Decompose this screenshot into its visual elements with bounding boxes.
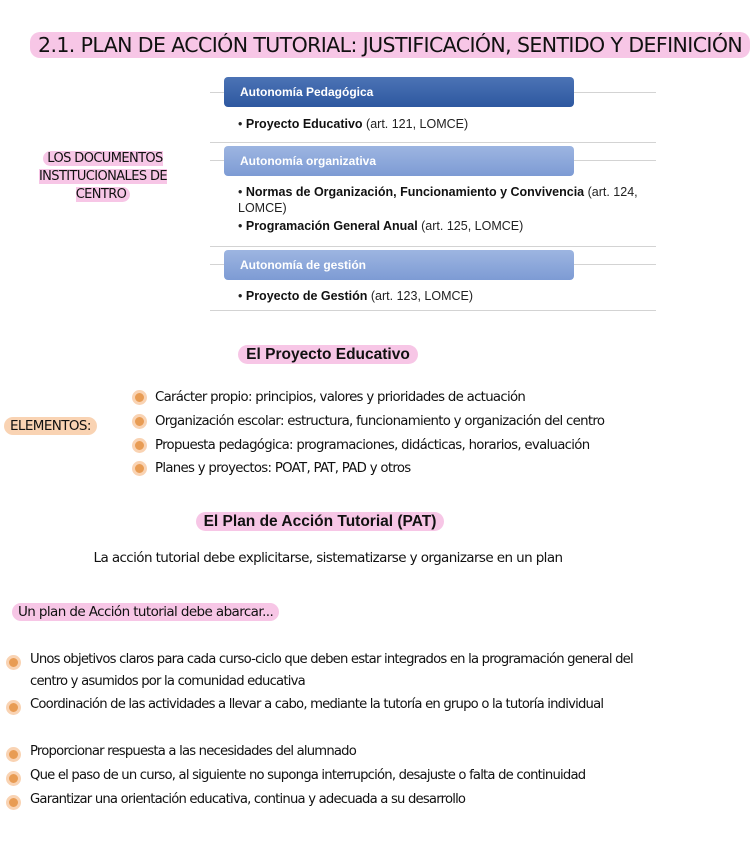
bullet-dot [132,414,147,429]
document-name: Proyecto de Gestión [245,289,368,303]
document-article: (art. 123, LOMCE) [367,289,474,303]
document-article: (art. 124, LOMCE) [238,185,638,215]
page-title-text: 2.1. PLAN DE ACCIÓN TUTORIAL: JUSTIFICACIÓN, SENTIDO Y DEFINICIÓN [30,32,750,58]
document-item [238,184,648,216]
proyecto-title [0,344,656,366]
document-item [238,288,648,304]
pat-list-text: Garantizar una orientación educativa, continua y adecuada a su desarrollo [30,792,466,807]
bullet-dot [6,747,21,762]
divider-line [210,142,656,143]
pat-list-item [6,789,652,811]
autonomy-gestion-heading: Autonomía de gestión [224,250,574,280]
bullet-dot [132,461,147,476]
bullet-glyph: • [238,289,246,303]
document-name: Programación General Anual [245,219,418,233]
abarcar-heading [12,601,279,623]
element-text: Carácter propio: principios, valores y prioridades de actuación [155,390,526,405]
bullet-dot [6,771,21,786]
bullet-dot [132,438,147,453]
proyecto-title-text: El Proyecto Educativo [238,345,418,364]
element-item [132,436,589,456]
pat-list-text: Unos objetivos claros para cada curso-ciclo que deben estar integrados en la programación general del centro y asumidos por la comunidad educativa [30,652,633,689]
pat-title-text: El Plan de Acción Tutorial (PAT) [196,512,445,531]
bullet-glyph: • [238,185,246,199]
element-text: Propuesta pedagógica: programaciones, didácticas, horarios, evaluación [155,438,590,453]
divider-line [210,310,656,311]
element-text: Organización escolar: estructura, funcionamiento y organización del centro [155,414,605,429]
element-item [132,459,411,479]
elements-label-text: ELEMENTOS: [4,417,97,435]
bullet-dot [132,390,147,405]
divider-line [210,246,656,247]
element-text: Planes y proyectos: POAT, PAT, PAD y otros [155,461,411,476]
documents-label-text: LOS DOCUMENTOS INSTITUCIONALES DE CENTRO [38,151,168,202]
document-item [238,116,648,132]
pat-list-item [6,649,652,693]
pat-list-text: Que el paso de un curso, al siguiente no suponga interrupción, desajuste o falta de continuidad [30,768,586,783]
pat-list-item [6,694,652,716]
document-name: Normas de Organización, Funcionamiento y Convivencia [245,185,585,199]
document-name: Proyecto Educativo [245,117,363,131]
pat-list-text: Coordinación de las actividades a llevar a cabo, mediante la tutoría en grupo o la tutoría individual [30,697,604,712]
bullet-glyph: • [238,117,246,131]
bullet-dot [6,700,21,715]
autonomy-pedagogica-heading: Autonomía Pedagógica [224,77,574,107]
bullet-dot [6,655,21,670]
element-item [132,412,604,432]
abarcar-heading-text: Un plan de Acción tutorial debe abarcar... [12,603,279,621]
pat-list-item [6,765,652,787]
pat-subtitle: La acción tutorial debe explicitarse, sistematizarse y organizarse en un plan [93,550,563,566]
autonomy-organizativa-heading: Autonomía organizativa [224,146,574,176]
page-title [30,30,743,60]
pat-title [0,511,640,533]
pat-list-item [6,741,652,763]
elements-label [4,416,97,436]
element-item [132,388,525,408]
document-article: (art. 121, LOMCE) [362,117,469,131]
pat-list-text: Proporcionar respuesta a las necesidades del alumnado [30,744,357,759]
bullet-glyph: • [238,219,246,233]
documents-label [28,150,178,204]
document-article: (art. 125, LOMCE) [417,219,524,233]
document-item [238,218,648,234]
bullet-dot [6,795,21,810]
